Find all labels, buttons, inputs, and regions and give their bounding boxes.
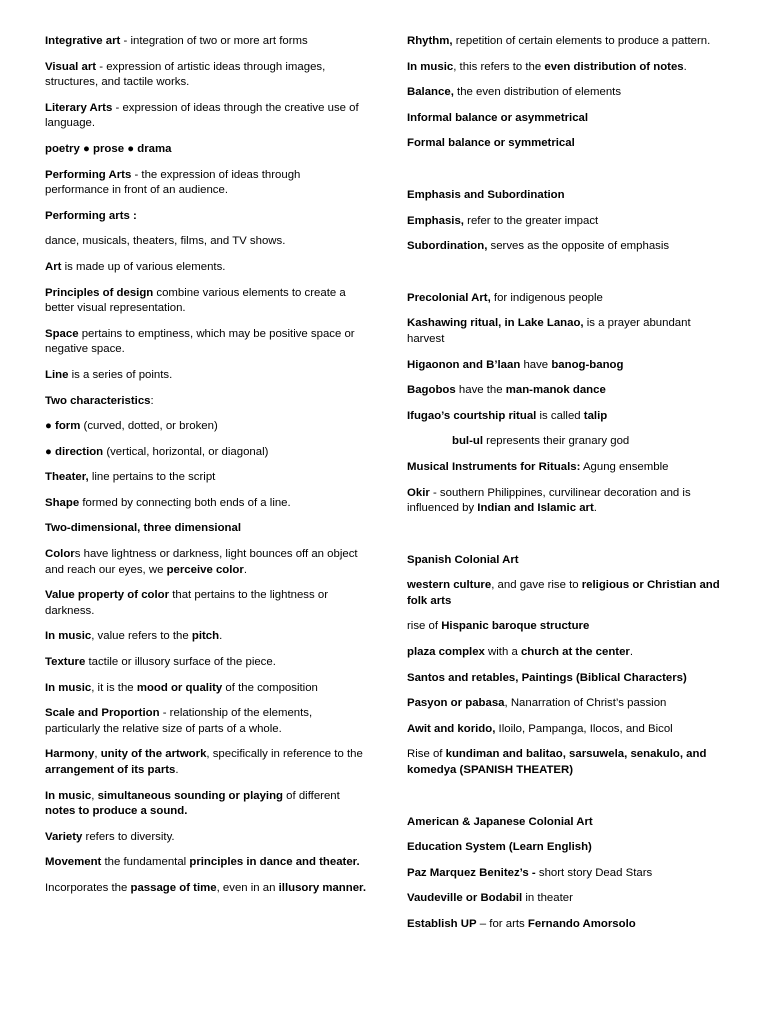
text-run: combine various elements to create a better visual representation. xyxy=(45,286,346,315)
text-run: , Nanarration of Christ’s passion xyxy=(504,697,667,710)
text-run: short story Dead Stars xyxy=(535,866,653,879)
text-run: : xyxy=(150,394,154,407)
text-run: Incorporates the xyxy=(45,881,131,894)
paragraph xyxy=(407,553,727,569)
text-run: . xyxy=(593,502,597,515)
bold-term: western culture xyxy=(407,579,492,592)
bold-term: perceive color xyxy=(166,563,244,576)
text-run: . xyxy=(243,563,247,576)
paragraph xyxy=(45,706,367,737)
paragraph xyxy=(45,445,367,461)
paragraph xyxy=(45,789,367,820)
bold-term: Literary Arts xyxy=(45,101,113,114)
bold-term: Emphasis, xyxy=(407,214,464,227)
bold-term: passage of time xyxy=(130,881,217,894)
bold-term: Subordination, xyxy=(407,240,488,253)
paragraph xyxy=(407,722,727,738)
text-run: . xyxy=(219,630,223,643)
paragraph xyxy=(45,681,367,697)
bold-term: In music xyxy=(45,681,92,694)
bold-term: Hispanic baroque structure xyxy=(441,620,590,633)
paragraph xyxy=(45,60,367,91)
text-run: tactile or illusory surface of the piece. xyxy=(85,656,276,669)
text-run: Iloilo, Pampanga, Ilocos, and Bicol xyxy=(495,722,673,735)
text-run: - expression of ideas through the creative use of language. xyxy=(45,101,359,130)
bold-term: Fernando Amorsolo xyxy=(527,918,636,930)
bold-term: In music xyxy=(407,60,454,73)
text-run: that pertains to the lightness or darkness. xyxy=(45,589,328,617)
text-run: is a series of points. xyxy=(68,368,173,381)
paragraph xyxy=(45,830,367,846)
bold-term: Bagobos xyxy=(407,384,456,397)
paragraph xyxy=(45,286,367,317)
paragraph xyxy=(45,547,367,578)
paragraph xyxy=(407,111,727,127)
bold-term: Indian and Islamic art xyxy=(477,502,594,515)
paragraph xyxy=(407,188,727,204)
text-run: serves as the opposite of emphasis xyxy=(487,240,670,253)
paragraph xyxy=(407,34,727,50)
bold-term: Vaudeville or Bodabil xyxy=(407,892,523,905)
bold-term: Space xyxy=(45,327,79,340)
bold-term: Visual art xyxy=(45,60,97,73)
bold-term: talip xyxy=(583,409,608,422)
paragraph xyxy=(407,358,727,374)
paragraph xyxy=(45,855,367,871)
bold-term: Kashawing ritual, in Lake Lanao, xyxy=(407,317,584,330)
paragraph xyxy=(45,521,367,537)
text-run: , value refers to the xyxy=(91,630,192,643)
bold-term: mood or quality xyxy=(136,681,223,694)
bold-term: Spanish Colonial Art xyxy=(407,553,519,566)
bold-term: Color xyxy=(45,548,75,561)
bold-term: Santos and retables, Paintings (Biblical Characters) xyxy=(407,671,687,684)
paragraph xyxy=(45,327,367,358)
right-column xyxy=(407,34,727,933)
text-run: of different xyxy=(283,789,340,802)
paragraph xyxy=(407,214,727,230)
paragraph xyxy=(407,136,727,152)
paragraph xyxy=(407,917,727,933)
paragraph xyxy=(45,209,367,225)
paragraph xyxy=(407,671,727,687)
bold-term: pitch xyxy=(191,630,220,643)
bold-term: Rhythm, xyxy=(407,35,453,47)
bold-term: man-manok dance xyxy=(505,384,606,397)
bold-term: ● direction xyxy=(45,445,104,458)
bold-term: Performing Arts xyxy=(45,168,132,181)
paragraph xyxy=(45,419,367,435)
bold-term: banog-banog xyxy=(551,358,624,371)
bold-term: Line xyxy=(45,368,69,381)
paragraph xyxy=(407,383,727,399)
text-run: . xyxy=(175,764,179,776)
bold-term: kundiman and balitao, sarsuwela, senakulo, and komedya (SPANISH THEATER) xyxy=(407,748,707,777)
paragraph xyxy=(407,316,727,347)
paragraph xyxy=(407,60,727,76)
paragraph xyxy=(45,747,367,778)
paragraph xyxy=(407,696,727,712)
text-run: formed by connecting both ends of a line. xyxy=(79,496,291,509)
text-run: Rise of xyxy=(407,748,446,761)
bold-term: Precolonial Art, xyxy=(407,291,491,304)
text-run: with a xyxy=(484,646,521,659)
text-run: , xyxy=(94,748,101,761)
text-run: of the composition xyxy=(222,681,318,694)
bold-term: Balance, xyxy=(407,86,454,99)
paragraph xyxy=(407,747,727,778)
paragraph xyxy=(45,394,367,410)
left-column xyxy=(45,34,367,897)
bold-term: Emphasis and Subordination xyxy=(407,188,565,201)
text-run: - integration of two or more art forms xyxy=(120,35,308,47)
paragraph xyxy=(407,578,727,609)
bold-term: Ifugao’s courtship ritual xyxy=(407,409,537,422)
bold-term: Education System (Learn English) xyxy=(407,841,592,854)
paragraph xyxy=(45,168,367,199)
bold-term: Paz Marquez Benitez’s - xyxy=(407,866,536,879)
text-run: (curved, dotted, or broken) xyxy=(80,420,218,433)
paragraph xyxy=(45,101,367,132)
text-run: have xyxy=(520,358,552,371)
paragraph xyxy=(45,260,367,276)
paragraph xyxy=(407,239,727,255)
bold-term: American & Japanese Colonial Art xyxy=(407,815,593,828)
bold-term: Musical Instruments for Rituals: xyxy=(407,460,581,473)
bold-term: In music xyxy=(45,630,92,643)
bold-term: Art xyxy=(45,260,62,273)
bold-term: Establish UP xyxy=(407,918,477,930)
text-run: line pertains to the script xyxy=(88,471,216,484)
paragraph xyxy=(45,470,367,486)
text-run: - relationship of the elements, particularly the relative size of parts of a whole. xyxy=(45,707,313,735)
paragraph xyxy=(45,142,367,158)
text-run: Agung ensemble xyxy=(580,460,669,473)
text-run: (vertical, horizontal, or diagonal) xyxy=(103,445,269,458)
paragraph xyxy=(407,460,727,476)
paragraph xyxy=(407,891,727,907)
text-run: , this refers to the xyxy=(453,60,545,73)
bold-term: bul-ul xyxy=(452,435,483,448)
bold-term: even distribution of notes xyxy=(544,60,684,73)
paragraph xyxy=(45,629,367,645)
paragraph xyxy=(45,368,367,384)
bold-term: Two-dimensional, three dimensional xyxy=(45,522,241,535)
bold-term: Shape xyxy=(45,496,80,509)
text-run: pertains to emptiness, which may be positive space or negative space. xyxy=(45,327,355,356)
bold-term: religious or Christian and folk arts xyxy=(407,579,720,607)
text-run: – for arts xyxy=(476,918,528,930)
bold-term: Okir xyxy=(407,486,430,499)
bold-term: ● form xyxy=(45,420,81,433)
text-run: , xyxy=(91,789,98,802)
bold-term: Integrative art xyxy=(45,35,121,47)
paragraph xyxy=(407,645,727,661)
text-run: repetition of certain elements to produce a pattern. xyxy=(452,35,711,47)
paragraph xyxy=(407,866,727,882)
paragraph xyxy=(407,85,727,101)
bold-term: Theater, xyxy=(45,471,89,484)
text-run: - southern Philippines, curvilinear decoration and is influenced by xyxy=(407,486,691,515)
text-run: is a prayer abundant harvest xyxy=(407,317,691,345)
text-run: is made up of various elements. xyxy=(61,260,226,273)
bold-term: plaza complex xyxy=(407,646,485,659)
text-run: rise of xyxy=(407,620,442,633)
text-run: , it is the xyxy=(91,681,137,694)
paragraph xyxy=(45,496,367,512)
text-run: in theater xyxy=(522,892,573,905)
text-run: - expression of artistic ideas through images, structures, and tactile works. xyxy=(45,60,326,89)
bold-term: In music xyxy=(45,789,92,802)
paragraph xyxy=(407,434,727,450)
bold-term: church at the center xyxy=(520,646,630,659)
paragraph xyxy=(45,34,367,50)
bold-term: Variety xyxy=(45,830,83,843)
bold-term: poetry ● prose ● drama xyxy=(45,142,172,155)
paragraph xyxy=(45,655,367,671)
bold-term: illusory manner. xyxy=(278,881,366,894)
text-run: , and gave rise to xyxy=(491,579,582,592)
bold-term: Informal balance or asymmetrical xyxy=(407,111,589,124)
bold-term: Two characteristics xyxy=(45,394,151,407)
bold-term: Scale and Proportion xyxy=(45,707,160,720)
bold-term: Texture xyxy=(45,656,86,669)
bold-term: arrangement of its parts xyxy=(45,764,176,776)
bold-term: principles in dance and theater. xyxy=(189,856,360,869)
bold-term: Movement xyxy=(45,856,102,869)
bold-term: Awit and korido, xyxy=(407,722,496,735)
bold-term: Formal balance or symmetrical xyxy=(407,137,575,150)
bold-term: Higaonon and B’laan xyxy=(407,358,521,371)
paragraph xyxy=(407,409,727,425)
bold-term: notes to produce a sound. xyxy=(45,805,188,818)
paragraph xyxy=(407,815,727,831)
bold-term: Principles of design xyxy=(45,286,154,299)
paragraph xyxy=(407,619,727,635)
text-run: for indigenous people xyxy=(490,291,603,304)
text-run: the fundamental xyxy=(101,856,190,869)
text-run: , even in an xyxy=(216,881,279,894)
text-run: . xyxy=(629,646,634,659)
paragraph xyxy=(45,881,367,897)
text-run: is called xyxy=(536,409,584,422)
bold-term: Harmony xyxy=(45,748,95,761)
bold-term: unity of the artwork xyxy=(100,748,207,761)
paragraph xyxy=(407,840,727,856)
bold-term: Pasyon or pabasa xyxy=(407,697,505,710)
text-run: . xyxy=(683,60,687,73)
text-run: refers to diversity. xyxy=(82,830,175,843)
text-run: , specifically in reference to the xyxy=(206,748,363,761)
text-run: have the xyxy=(455,384,506,397)
text-run: refer to the greater impact xyxy=(463,214,599,227)
text-run: - the expression of ideas through performance in front of an audience. xyxy=(45,168,301,197)
text-run: represents their granary god xyxy=(483,435,630,448)
text-run: the even distribution of elements xyxy=(453,86,622,99)
bold-term: Value property of color xyxy=(45,589,170,602)
paragraph xyxy=(45,234,367,250)
paragraph xyxy=(45,588,367,619)
bold-term: simultaneous sounding or playing xyxy=(97,789,283,802)
text-run: dance, musicals, theaters, films, and TV shows. xyxy=(45,235,286,248)
paragraph xyxy=(407,291,727,307)
bold-term: Performing arts : xyxy=(45,209,137,222)
paragraph xyxy=(407,486,727,517)
text-run: s have lightness or darkness, light bounces off an object and reach our eyes, we xyxy=(45,548,358,576)
